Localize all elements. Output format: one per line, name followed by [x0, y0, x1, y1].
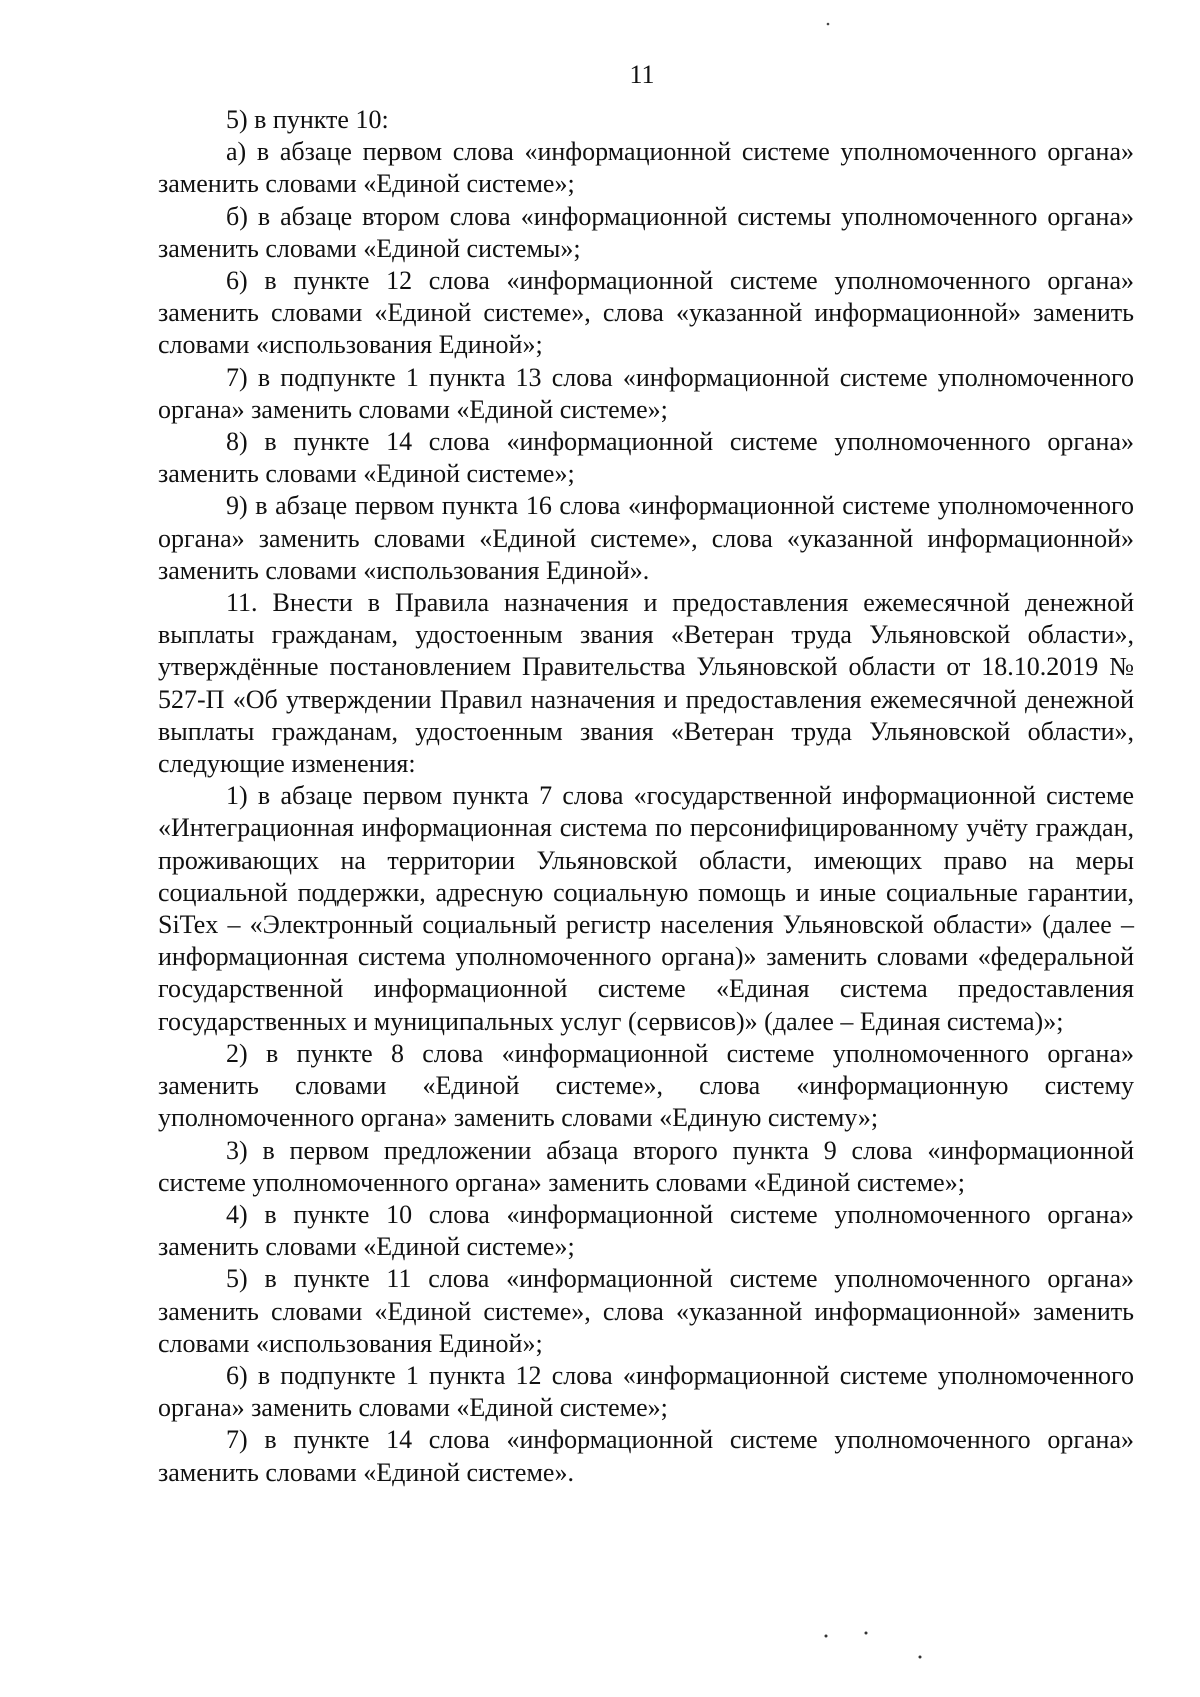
paragraph: 8) в пункте 14 слова «информационной системе уполномоченного органа» заменить словами «Единой системе»;	[158, 427, 1134, 489]
paragraph: б) в абзаце втором слова «информационной системы уполномоченного органа» заменить словами «Единой системы»;	[158, 201, 1134, 263]
scan-speck	[865, 1632, 868, 1635]
paragraph: 2) в пункте 8 слова «информационной системе уполномоченного органа» заменить словами «Единой системе», слова «информационную систему уполномоченного органа» заменить словами «Единую систему»;	[158, 1038, 1134, 1133]
paragraph: а) в абзаце первом слова «информационной системе уполномоченного органа» заменить словами «Единой системе»;	[158, 137, 1134, 199]
scan-speck	[919, 1656, 922, 1659]
paragraph: 9) в абзаце первом пункта 16 слова «информационной системе уполномоченного органа» заменить словами «Единой системе», слова «указанной информационной» заменить словами «использования Единой».	[158, 491, 1134, 585]
paragraph: 5) в пункте 11 слова «информационной системе уполномоченного органа» заменить словами «Единой системе», слова «указанной информационной» заменить словами «использования Единой»;	[158, 1264, 1134, 1358]
paragraph: 6) в подпункте 1 пункта 12 слова «информационной системе уполномоченного органа» заменить словами «Единой системе»;	[158, 1360, 1134, 1423]
page-number: 11	[629, 60, 655, 89]
paragraph: 5) в пункте 10:	[226, 105, 389, 134]
paragraph: 3) в первом предложении абзаца второго пункта 9 слова «информационной системе уполномоченного органа» заменить словами «Единой системе»;	[158, 1135, 1134, 1197]
paragraph: 7) в пункте 14 слова «информационной системе уполномоченного органа» заменить словами «Единой системе».	[158, 1425, 1134, 1487]
paragraph: 1) в абзаце первом пункта 7 слова «государственной информационной системе «Интеграционная информационная система по персонифицированному учёту граждан, проживающих на территории Ульяновской области, имеющих право на меры социальной поддержки, адресную социальную помощь и иные социальные гарантии, SiTex – «Электронный социальный регистр населения Ульяновской области» (далее – информационная система уполномоченного органа)» заменить словами «федеральной государственной информационной системе «Единая система предоставления государственных и муниципальных услуг (сервисов)» (далее – Единая система)»;	[158, 781, 1134, 1036]
paragraph: 7) в подпункте 1 пункта 13 слова «информационной системе уполномоченного органа» заменить словами «Единой системе»;	[158, 362, 1134, 424]
paragraph: 6) в пункте 12 слова «информационной системе уполномоченного органа» заменить словами «Единой системе», слова «указанной информационной» заменить словами «использования Единой»;	[158, 266, 1134, 360]
paragraph: 4) в пункте 10 слова «информационной системе уполномоченного органа» заменить словами «Единой системе»;	[158, 1199, 1134, 1262]
document-body	[158, 104, 1134, 1489]
scan-speck	[827, 23, 830, 26]
scan-speck	[825, 1635, 828, 1638]
paragraph: 11. Внести в Правила назначения и предоставления ежемесячной денежной выплаты гражданам, удостоенным звания «Ветеран труда Ульяновской области», утверждённые постановлением Правительства Ульяновской области от 18.10.2019 № 527-П «Об утверждении Правил назначения и предоставления ежемесячной денежной выплаты гражданам, удостоенным звания «Ветеран труда Ульяновской области», следующие изменения:	[158, 588, 1134, 779]
